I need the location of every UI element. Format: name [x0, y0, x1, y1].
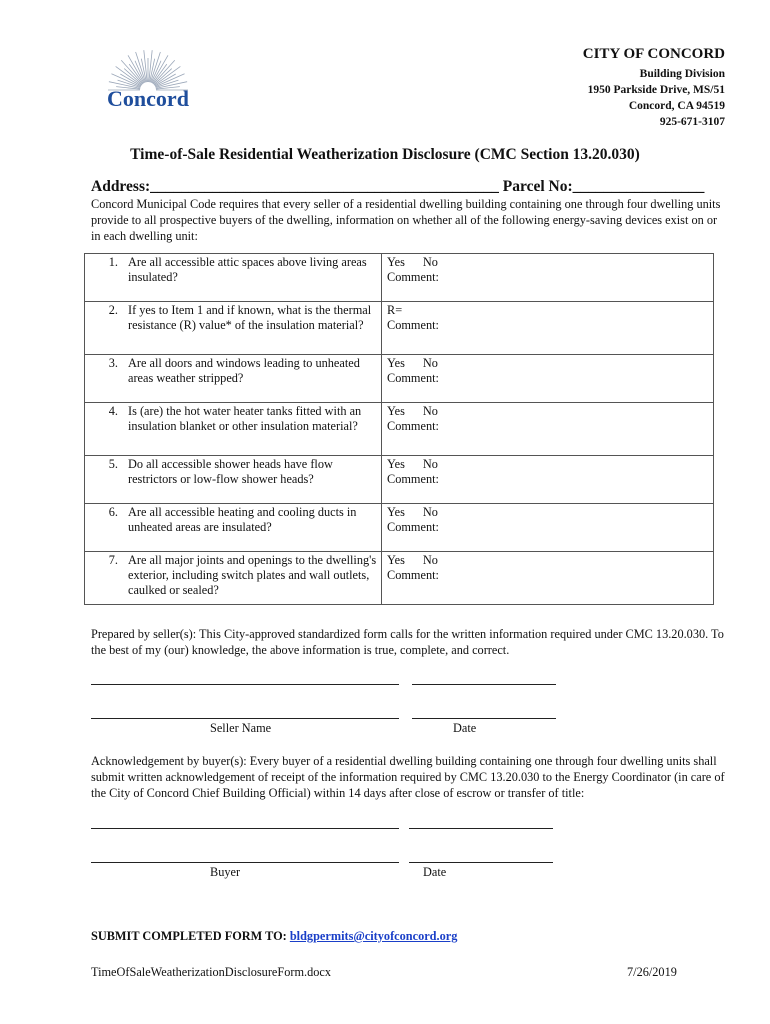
buyer-date-line-2[interactable] [409, 862, 553, 863]
question-cell [85, 355, 382, 403]
question-cell [85, 403, 382, 456]
comment-field[interactable]: Comment: [387, 520, 439, 534]
question-cell [85, 456, 382, 504]
question-cell [85, 504, 382, 552]
org-block [583, 46, 725, 130]
buyer-date-line-1[interactable] [409, 828, 553, 829]
questions-table [84, 253, 714, 605]
yes-option[interactable]: Yes [387, 404, 405, 418]
seller-signature-line-2[interactable] [91, 718, 399, 719]
answer-cell[interactable] [382, 254, 714, 302]
phone-number: 925-671-3107 [659, 116, 725, 128]
no-option[interactable]: No [422, 553, 438, 567]
footer-filename: TimeOfSaleWeatherizationDisclosureForm.docx [91, 965, 331, 979]
question-number: 6. [108, 505, 118, 519]
comment-field[interactable]: Comment: [387, 568, 439, 582]
comment-field[interactable]: Comment: [387, 371, 439, 385]
comment-field[interactable]: Comment: [387, 318, 439, 332]
comment-field[interactable]: Comment: [387, 270, 439, 284]
question-row [85, 355, 714, 403]
no-option[interactable]: No [422, 457, 438, 471]
question-cell [85, 552, 382, 605]
question-number: 7. [108, 553, 118, 567]
submit-instruction [91, 929, 457, 944]
yes-option[interactable]: Yes [387, 356, 405, 370]
seller-date-line-1[interactable] [412, 684, 556, 685]
buyer-date-caption: Date [423, 865, 447, 879]
city-logo [100, 46, 196, 114]
logo-ray [111, 74, 140, 87]
seller-name-caption: Seller Name [210, 721, 272, 735]
question-cell [85, 254, 382, 302]
submit-label: SUBMIT COMPLETED FORM TO: [91, 929, 287, 943]
question-text: Are all accessible heating and cooling ducts in unheated areas are insulated? [128, 505, 357, 534]
question-text: Are all accessible attic spaces above living areas insulated? [128, 255, 367, 284]
seller-signature-line-1[interactable] [91, 684, 399, 685]
answer-cell[interactable] [382, 355, 714, 403]
yes-option[interactable]: Yes [387, 505, 405, 519]
yes-option[interactable]: Yes [387, 553, 405, 567]
question-number: 1. [108, 255, 118, 269]
no-option[interactable]: No [422, 404, 438, 418]
logo-ray [155, 74, 184, 87]
division-name: Building Division [639, 68, 725, 80]
question-row [85, 302, 714, 355]
no-option[interactable]: No [422, 255, 438, 269]
footer-date: 7/26/2019 [627, 965, 677, 979]
seller-statement: Prepared by seller(s): This City-approved standardized form calls for the written information required under CMC 13.20.030. To the best of my (our) knowledge, the above information is true, complete, and correct. [91, 627, 724, 657]
form-title: Time-of-Sale Residential Weatherization Disclosure (CMC Section 13.20.030) [130, 146, 640, 163]
seller-date-caption: Date [453, 721, 477, 735]
question-text: If yes to Item 1 and if known, what is the thermal resistance (R) value* of the insulation material? [128, 303, 372, 332]
comment-field[interactable]: Comment: [387, 419, 439, 433]
question-number: 2. [108, 303, 118, 317]
yes-option[interactable]: Yes [387, 457, 405, 471]
question-text: Is (are) the hot water heater tanks fitted with an insulation blanket or other insulation material? [128, 404, 362, 433]
buyer-signature-line-2[interactable] [91, 862, 399, 863]
submit-email-link[interactable]: bldgpermits@cityofconcord.org [289, 929, 458, 943]
street-address: 1950 Parkside Drive, MS/51 [587, 84, 725, 96]
comment-field[interactable]: Comment: [387, 472, 439, 486]
intro-paragraph: Concord Municipal Code requires that every seller of a residential dwelling building containing one through four dwelling units provide to all prospective buyers of the dwelling, information on whether all of the following energy-saving devices exist on or in each dwelling unit: [91, 197, 721, 243]
no-option[interactable]: No [422, 356, 438, 370]
answer-cell[interactable] [382, 456, 714, 504]
answer-cell[interactable] [382, 302, 714, 355]
city-state-zip: Concord, CA 94519 [628, 100, 725, 112]
answer-cell[interactable] [382, 504, 714, 552]
answer-cell[interactable] [382, 403, 714, 456]
no-option[interactable]: No [422, 505, 438, 519]
question-row [85, 403, 714, 456]
question-text: Are all doors and windows leading to unheated areas weather stripped? [128, 356, 360, 385]
buyer-statement: Acknowledgement by buyer(s): Every buyer of a residential dwelling building containing one through four dwelling units shall submit written acknowledgement of receipt of the information required by CMC 13.20.030 to the Energy Coordinator (in care of the City of Concord Chief Building Official) within 14 days after close of escrow or transfer of title: [91, 754, 725, 800]
question-text: Are all major joints and openings to the dwelling's exterior, including switch plates and wall outlets, caulked or sealed? [128, 553, 377, 597]
buyer-name-caption: Buyer [210, 865, 241, 879]
address-parcel-field[interactable]: Address:_____________________________________________ Parcel No:_________________ [91, 178, 705, 195]
question-number: 3. [108, 356, 118, 370]
logo-wordmark: Concord [107, 86, 189, 111]
question-number: 4. [108, 404, 118, 418]
question-row [85, 504, 714, 552]
answer-cell[interactable] [382, 552, 714, 605]
question-cell [85, 302, 382, 355]
question-number: 5. [108, 457, 118, 471]
yes-option[interactable]: Yes [387, 255, 405, 269]
question-row [85, 552, 714, 605]
seller-date-line-2[interactable] [412, 718, 556, 719]
question-row [85, 456, 714, 504]
r-value-field[interactable]: R= [387, 303, 403, 317]
question-text: Do all accessible shower heads have flow restrictors or low-flow shower heads? [128, 457, 333, 486]
city-name: CITY OF CONCORD [582, 46, 725, 62]
buyer-signature-line-1[interactable] [91, 828, 399, 829]
sunburst-logo-icon [100, 46, 196, 114]
question-row [85, 254, 714, 302]
